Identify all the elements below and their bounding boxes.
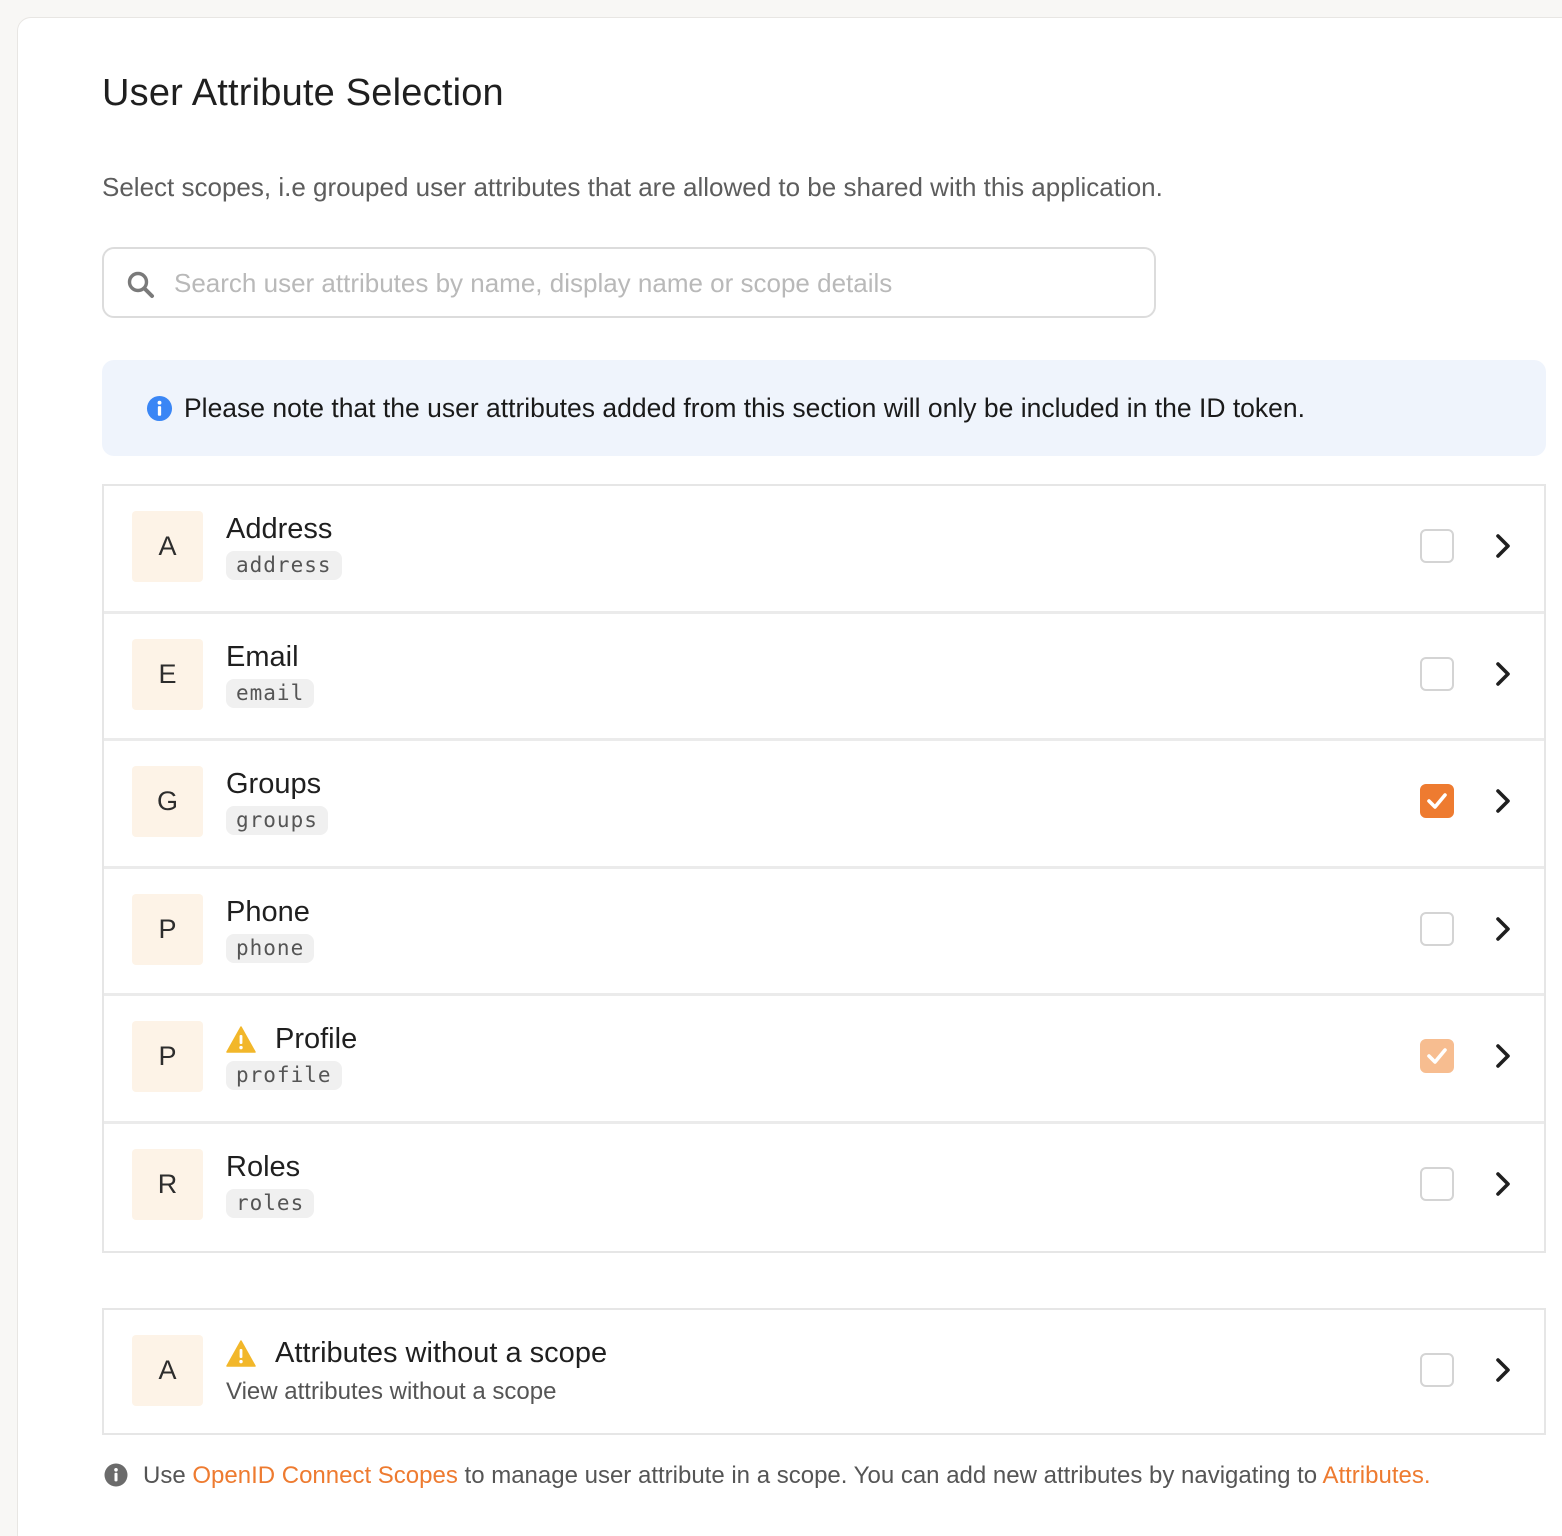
item-name: Groups [226, 768, 322, 800]
scope-tag: email [226, 679, 314, 708]
avatar: G [132, 766, 203, 837]
select-checkbox[interactable] [1420, 784, 1454, 818]
scope-tag: roles [226, 1189, 314, 1218]
chevron-right-icon[interactable] [1490, 658, 1514, 690]
list-item-address[interactable] [104, 486, 1544, 614]
chevron-right-icon[interactable] [1490, 1040, 1514, 1072]
chevron-right-icon[interactable] [1490, 1168, 1514, 1200]
chevron-right-icon[interactable] [1490, 530, 1514, 562]
avatar: P [132, 1021, 203, 1092]
unscoped-list [102, 1308, 1546, 1435]
avatar: R [132, 1149, 203, 1220]
check-icon [1426, 1046, 1448, 1066]
search-box [102, 247, 1156, 318]
chevron-right-icon[interactable] [1490, 785, 1514, 817]
select-checkbox [1420, 1039, 1454, 1073]
item-name: Email [226, 640, 299, 673]
page-title: User Attribute Selection [102, 72, 504, 114]
scope-list [102, 484, 1546, 1253]
page-subtitle: Select scopes, i.e grouped user attributes that are allowed to be shared with this application. [102, 172, 1163, 202]
item-title [226, 1337, 607, 1370]
list-item-roles[interactable] [104, 1124, 1544, 1252]
item-title [226, 1151, 300, 1184]
item-name: Attributes without a scope [275, 1337, 608, 1369]
item-name: Address [226, 513, 333, 545]
footer-middle: to manage user attribute in a scope. You can add new attributes by navigating to [457, 1462, 1323, 1489]
scope-tag: profile [226, 1061, 342, 1090]
notice-text: Please note that the user attributes added from this section will only be included in the ID token. [184, 393, 1306, 423]
item-name: Phone [226, 895, 310, 928]
item-name: Profile [275, 1023, 358, 1055]
openid-connect-scopes-link[interactable]: OpenID Connect Scopes [192, 1462, 458, 1489]
item-description: View attributes without a scope [226, 1378, 557, 1405]
warning-icon [226, 1026, 256, 1053]
avatar: P [132, 894, 203, 965]
avatar: A [132, 1335, 203, 1406]
scope-tag: address [226, 551, 342, 580]
warning-icon [226, 1340, 256, 1367]
footer-text [143, 1458, 1503, 1494]
select-checkbox[interactable] [1420, 529, 1454, 563]
list-item-email[interactable] [104, 614, 1544, 742]
chevron-right-icon[interactable] [1490, 913, 1514, 945]
scope-tag: phone [226, 934, 314, 963]
check-icon [1426, 791, 1448, 811]
info-icon [146, 395, 173, 422]
footer-prefix: Use [143, 1462, 193, 1489]
chevron-right-icon[interactable] [1490, 1354, 1514, 1386]
attributes-link[interactable]: Attributes. [1322, 1462, 1431, 1489]
avatar: E [132, 639, 203, 710]
list-item-profile[interactable] [104, 996, 1544, 1124]
item-title [226, 641, 299, 674]
search-icon [126, 270, 156, 300]
avatar: A [132, 511, 203, 582]
select-checkbox[interactable] [1420, 1167, 1454, 1201]
info-icon [104, 1463, 128, 1487]
select-checkbox[interactable] [1420, 912, 1454, 946]
item-title [226, 896, 310, 929]
list-item-phone[interactable] [104, 869, 1544, 997]
list-item-unscoped-attributes[interactable] [104, 1310, 1544, 1433]
item-title [226, 1023, 357, 1056]
list-item-groups[interactable] [104, 741, 1544, 869]
item-title [226, 513, 332, 546]
select-checkbox[interactable] [1420, 1353, 1454, 1387]
select-checkbox[interactable] [1420, 657, 1454, 691]
search-input[interactable] [174, 259, 1134, 307]
scope-tag: groups [226, 806, 328, 835]
item-title [226, 768, 321, 801]
info-notice [102, 360, 1546, 456]
item-name: Roles [226, 1150, 301, 1183]
